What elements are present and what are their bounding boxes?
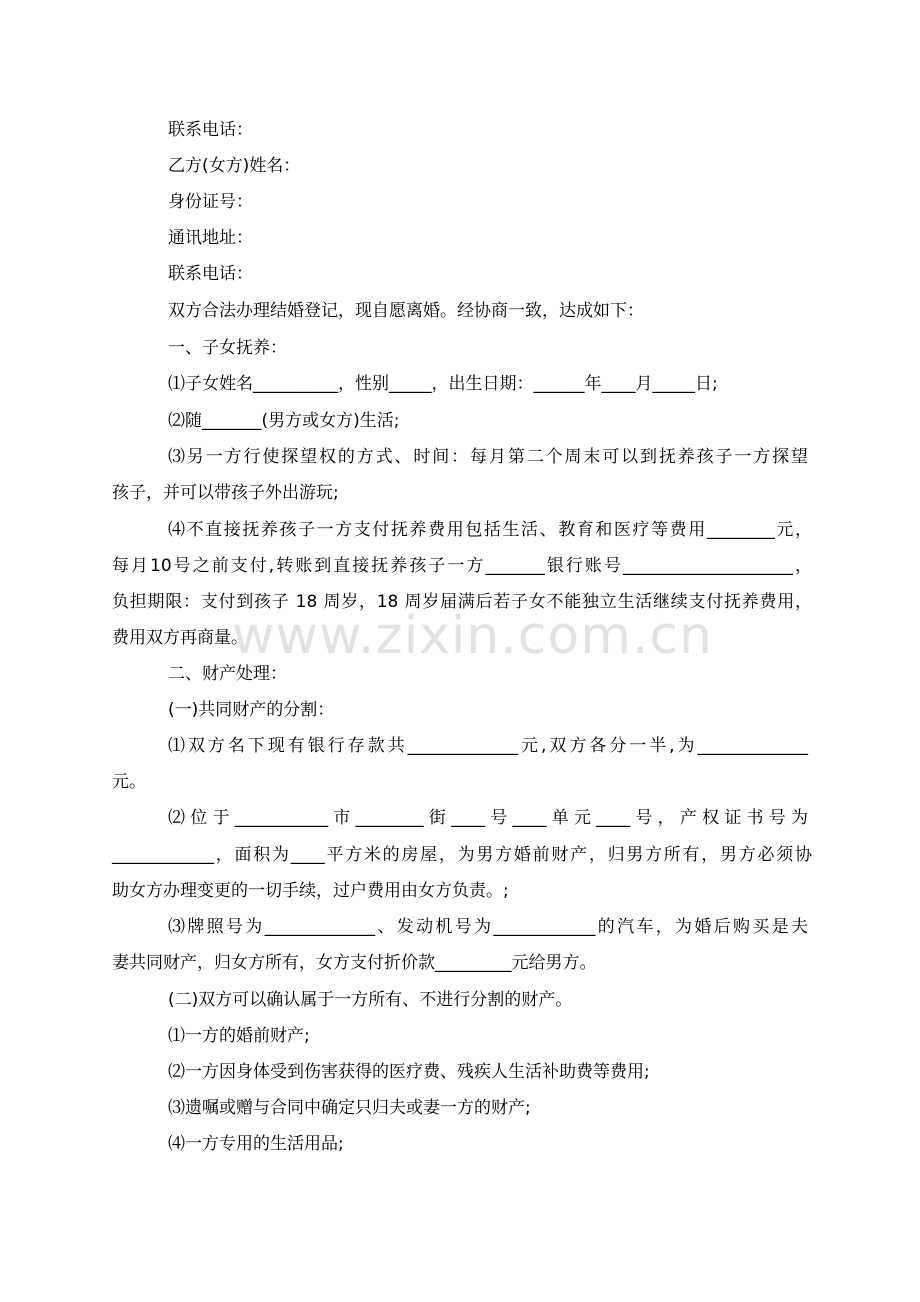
clause-support-line-1: ⑷不直接抚养孩子一方支付抚养费用包括生活、教育和医疗等费用________元， (168, 520, 812, 540)
party-b-name-label: 乙方(女方)姓名： (168, 156, 301, 176)
clause-bank-deposit-line-2: 元。 (112, 772, 146, 792)
contact-phone-2-label: 联系电话： (168, 264, 253, 284)
contact-phone-1-label: 联系电话： (168, 120, 253, 140)
clause-car-line-2: 妻共同财产，归女方所有，女方支付折价款_________元给男方。 (112, 953, 597, 973)
clause-premarital-property: ⑴一方的婚前财产; (168, 1026, 310, 1046)
clause-visitation-line-1: ⑶另一方行使探望权的方式、时间：每月第二个周末可以到抚养孩子一方探望 (168, 447, 808, 467)
clause-personal-items: ⑷一方专用的生活用品; (168, 1134, 344, 1154)
section-heading-property: 二、财产处理： (168, 664, 287, 684)
clause-support-line-2: 每月10号之前支付,转账到直接抚养孩子一方_______银行账号____________________， (112, 556, 812, 576)
subsection-joint-property: (一)共同财产的分割： (168, 700, 335, 720)
clause-house-line-2: ____________，面积为____平方米的房屋，为男方婚前财产，归男方所有，男方必须协 (112, 845, 812, 865)
clause-child-info: ⑴子女姓名__________，性别_____，出生日期：______年____月_____日; (168, 374, 718, 394)
clause-house-line-3: 助女方办理变更的一切手续，过户费用由女方负责。; (112, 881, 509, 901)
clause-bank-deposit-line-1: ⑴双方名下现有银行存款共_____________元,双方各分一半,为_____________ (168, 736, 808, 756)
clause-house-line-1: ⑵位于___________市________街____号____单元____号，产权证书号为 (168, 808, 808, 828)
subsection-separate-property: (二)双方可以确认属于一方所有、不进行分割的财产。 (168, 990, 573, 1010)
id-number-label: 身份证号： (168, 192, 253, 212)
agreement-intro: 双方合法办理结婚登记，现自愿离婚。经协商一致，达成如下： (168, 301, 644, 321)
address-label: 通讯地址： (168, 228, 253, 248)
clause-car-line-1: ⑶牌照号为_____________、发动机号为____________的汽车，为婚后购买是夫 (168, 917, 808, 937)
clause-injury-compensation: ⑵一方因身体受到伤害获得的医疗费、残疾人生活补助费等费用; (168, 1062, 650, 1082)
clause-support-line-3: 负担期限：支付到孩子 18 周岁，18 周岁届满后若子女不能独立生活继续支付抚养费用， (112, 592, 812, 612)
clause-support-line-4: 费用双方再商量。 (112, 628, 248, 648)
watermark-text: www.zixin.com.cn (232, 606, 713, 666)
clause-visitation-line-2: 孩子，并可以带孩子外出游玩; (112, 483, 339, 503)
clause-will-or-gift: ⑶遗嘱或赠与合同中确定只归夫或妻一方的财产; (168, 1098, 531, 1118)
section-heading-child-custody: 一、子女抚养： (168, 338, 287, 358)
clause-child-residence: ⑵随_______(男方或女方)生活; (168, 411, 400, 431)
